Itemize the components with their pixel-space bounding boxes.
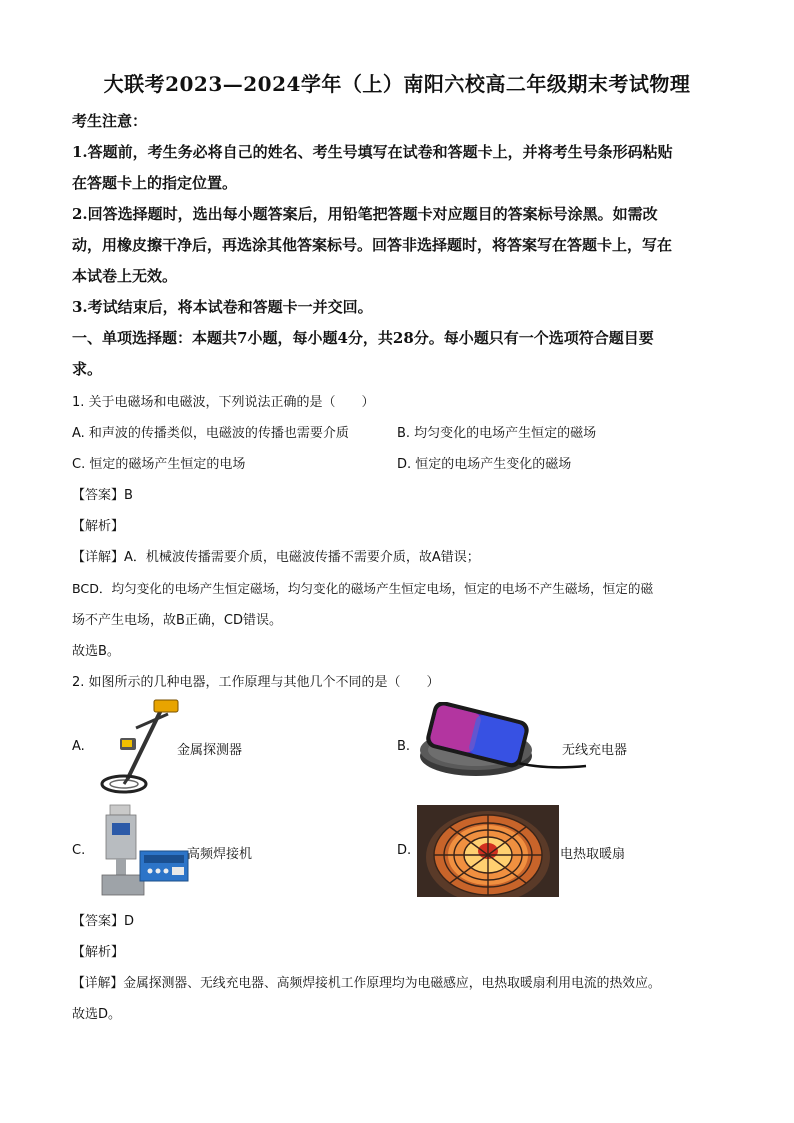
q2-option-b-label: 无线充电器: [562, 743, 628, 758]
notice-item-1a: 1.答题前，考生务必将自己的姓名、考生号填写在试卷和答题卡上，并将考生号条形码粘贴: [72, 143, 673, 161]
section-heading-b: 求。: [72, 360, 103, 378]
q2-option-b-letter: B.: [397, 739, 411, 754]
notice-item-2a: 2.回答选择题时，选出每小题答案后，用铅笔把答题卡对应题目的答案标号涂黑。如需改: [72, 205, 658, 223]
q2-stem: 2. 如图所示的几种电器，工作原理与其他几个不同的是（ ）: [72, 675, 440, 690]
q2-detail: 【详解】金属探测器、无线充电器、高频焊接机工作原理均为电磁感应，电热取暖扇利用电流的热效应。: [72, 976, 661, 991]
q2-option-d-label: 电热取暖扇: [560, 847, 626, 862]
q1-answer: 【答案】B: [72, 488, 133, 503]
metal-detector-image: [98, 698, 184, 800]
notice-item-2c: 本试卷上无效。: [72, 267, 178, 285]
q1-option-b: B. 均匀变化的电场产生恒定的磁场: [397, 426, 597, 441]
q2-option-a-label: 金属探测器: [177, 743, 243, 758]
electric-heater-image: [417, 805, 559, 897]
q1-option-c: C. 恒定的磁场产生恒定的电场: [72, 457, 246, 472]
q1-conclusion: 故选B。: [72, 644, 120, 659]
q1-option-d: D. 恒定的电场产生变化的磁场: [397, 457, 572, 472]
q2-option-a-letter: A.: [72, 739, 85, 754]
notice-item-2b: 动，用橡皮擦干净后，再选涂其他答案标号。回答非选择题时，将答案写在答题卡上，写在: [72, 236, 673, 254]
high-frequency-welder-image: [98, 803, 192, 898]
q2-analysis: 【解析】: [72, 945, 125, 960]
notice-heading: 考生注意：: [72, 112, 148, 130]
q2-option-d-letter: D.: [397, 843, 412, 858]
q1-detail-c: 场不产生电场，故B正确，CD错误。: [72, 613, 283, 628]
q1-stem: 1. 关于电磁场和电磁波，下列说法正确的是（ ）: [72, 395, 375, 410]
q1-analysis: 【解析】: [72, 519, 125, 534]
q1-option-a: A. 和声波的传播类似，电磁波的传播也需要介质: [72, 426, 349, 441]
q1-detail-a: 【详解】A．机械波传播需要介质，电磁波传播不需要介质，故A错误；: [72, 550, 480, 565]
q1-detail-b: BCD．均匀变化的电场产生恒定磁场，均匀变化的磁场产生恒定电场，恒定的电场不产生磁场，恒定的磁: [72, 581, 654, 596]
q2-option-c-label: 高频焊接机: [187, 847, 253, 862]
q2-option-c-letter: C.: [72, 843, 86, 858]
q2-answer: 【答案】D: [72, 914, 135, 929]
exam-title: 大联考2023—2024学年（上）南阳六校高二年级期末考试物理: [103, 72, 691, 96]
notice-item-1b: 在答题卡上的指定位置。: [72, 174, 238, 192]
q2-conclusion: 故选D。: [72, 1007, 122, 1022]
section-heading-a: 一、单项选择题：本题共7小题，每小题4分，共28分。每小题只有一个选项符合题目要: [72, 329, 654, 347]
notice-item-3: 3.考试结束后，将本试卷和答题卡一并交回。: [72, 298, 373, 316]
